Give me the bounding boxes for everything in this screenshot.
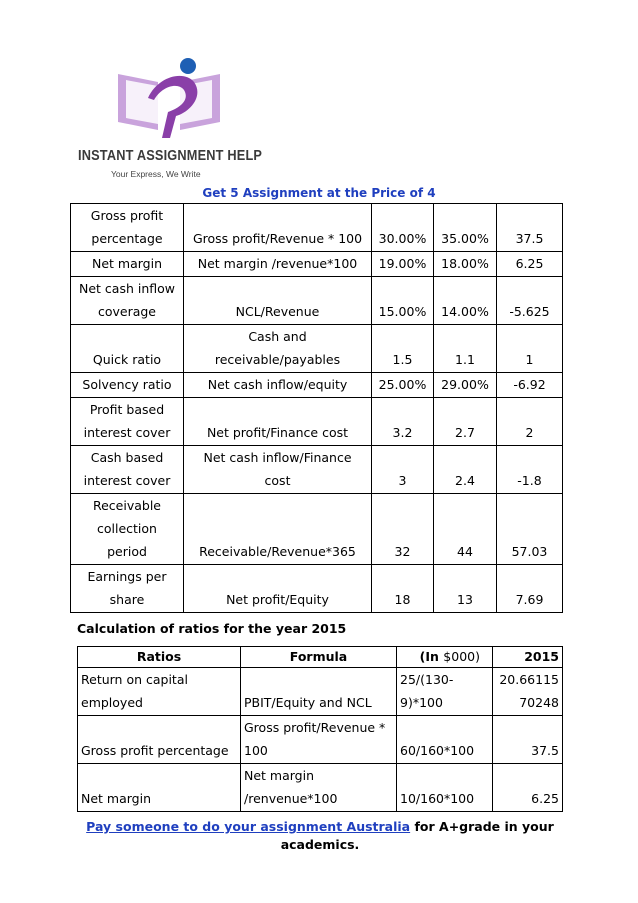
header-formula: Formula [241,647,397,668]
table-row [78,764,563,812]
ratio-name-cell [71,204,184,252]
table-row [71,373,563,398]
cell-line: interest cover [83,425,171,440]
table-row [71,446,563,494]
value-cell-v1: 1.5 [372,325,434,373]
cell-line: /renvenue*100 [244,791,338,806]
value-cell-v3: 6.25 [497,252,563,277]
value-cell-v3: -6.92 [497,373,563,398]
header-unit-bold: (In [419,649,439,664]
promo-banner: Get 5 Assignment at the Price of 4 [202,186,436,200]
value-cell-v3: -5.625 [497,277,563,325]
ratio-name-cell [71,398,184,446]
ratio-name-cell [71,325,184,373]
table-row [71,277,563,325]
cell-line: Gross profit percentage [81,743,229,758]
cell-line: PBIT/Equity and NCL [244,695,372,710]
section-caption: Calculation of ratios for the year 2015 [77,621,347,636]
calculation-cell [397,668,493,716]
value-cell-v1: 30.00% [372,204,434,252]
ratio-cell [78,764,241,812]
cell-line: Receivable [92,498,161,513]
ratio-name-cell [71,252,184,277]
formula-cell [184,398,372,446]
ratio-name-cell [71,494,184,565]
cell-line: Net cash inflow [79,281,175,296]
cell-line: receivable/payables [214,352,341,367]
value-cell-v3: -1.8 [497,446,563,494]
header-ratios: Ratios [78,647,241,668]
calculation-cell [397,764,493,812]
value-cell-v2: 44 [434,494,497,565]
ratios-comparison-table [70,203,563,613]
formula-cell [241,764,397,812]
formula-cell [241,716,397,764]
formula-cell [184,446,372,494]
ratio-cell [78,668,241,716]
cell-line: NCL/Revenue [235,304,320,319]
value-cell-v2: 1.1 [434,325,497,373]
value-cell-v3: 37.5 [497,204,563,252]
header-year: 2015 [493,647,563,668]
formula-cell [184,204,372,252]
ratio-cell [78,716,241,764]
cell-line: 6.25 [531,791,559,806]
value-cell [493,764,563,812]
formula-cell [184,277,372,325]
table-header-row [78,647,563,668]
value-cell-v1: 3 [372,446,434,494]
value-cell-v2: 2.7 [434,398,497,446]
assignment-help-link[interactable]: Pay someone to do your assignment Australia [86,819,411,834]
calculation-cell [397,716,493,764]
cell-line: interest cover [83,473,171,488]
value-cell-v2: 2.4 [434,446,497,494]
logo-tagline: Your Express, We Write [111,169,201,179]
cell-line: period [107,544,147,559]
cell-line: Net cash inflow/equity [207,377,348,392]
ratio-name-cell [71,446,184,494]
value-cell-v3: 2 [497,398,563,446]
ratio-name-cell [71,373,184,398]
cell-line: Net cash inflow/Finance [203,450,352,465]
table-row [71,398,563,446]
ratio-name-cell [71,277,184,325]
cell-line: Gross profit [90,208,164,223]
cell-line: Net profit/Equity [226,592,329,607]
table-row [71,325,563,373]
cell-line: Net margin [91,256,162,271]
cell-line: 10/160*100 [400,791,475,806]
table-row [71,204,563,252]
cell-line: percentage [91,231,163,246]
value-cell-v3: 57.03 [497,494,563,565]
table-row [71,565,563,613]
value-cell-v2: 29.00% [434,373,497,398]
value-cell-v2: 14.00% [434,277,497,325]
value-cell-v2: 13 [434,565,497,613]
value-cell-v1: 3.2 [372,398,434,446]
table-row [71,494,563,565]
logo-graphic [114,52,224,142]
logo-brand-text: INSTANT ASSIGNMENT HELP [78,148,263,164]
value-cell-v3: 7.69 [497,565,563,613]
value-cell-v1: 15.00% [372,277,434,325]
cell-line: Return on capital [81,672,188,687]
cell-line: Cash and [248,329,307,344]
cell-line: employed [81,695,143,710]
formula-cell [184,494,372,565]
value-cell-v2: 18.00% [434,252,497,277]
value-cell-v1: 25.00% [372,373,434,398]
footer-text: for A+grade in your academics. [280,819,554,852]
formula-cell [184,565,372,613]
formula-cell [184,325,372,373]
cell-line: Gross profit/Revenue * [244,720,386,735]
cell-line: Net margin /revenue*100 [197,256,358,271]
cell-line: 20.66115 [499,672,559,687]
company-logo [78,52,268,184]
ratio-name-cell [71,565,184,613]
cell-line: collection [97,521,157,536]
value-cell-v3: 1 [497,325,563,373]
cell-line: Cash based [90,450,164,465]
cell-line: Profit based [89,402,165,417]
cell-line: Net margin [244,768,315,783]
value-cell [493,668,563,716]
cell-line: cost [264,473,291,488]
cell-line: Gross profit/Revenue * 100 [192,231,363,246]
cell-line: Net margin [81,791,152,806]
cell-line: 100 [244,743,268,758]
cell-line: coverage [97,304,157,319]
value-cell-v1: 32 [372,494,434,565]
footer-cta [70,818,570,854]
value-cell-v1: 19.00% [372,252,434,277]
cell-line: 25/(130- [400,672,454,687]
cell-line: Net profit/Finance cost [206,425,349,440]
value-cell [493,716,563,764]
table-row [71,252,563,277]
cell-line: 70248 [519,695,559,710]
cell-line: Earnings per [87,569,167,584]
cell-line: Quick ratio [92,352,162,367]
cell-line: 37.5 [531,743,559,758]
formula-cell [184,252,372,277]
cell-line: Receivable/Revenue*365 [199,544,356,559]
cell-line: 9)*100 [400,695,443,710]
table-row [78,716,563,764]
cell-line: 60/160*100 [400,743,475,758]
ratios-2015-table [77,646,563,812]
value-cell-v2: 35.00% [434,204,497,252]
table-row [78,668,563,716]
value-cell-v1: 18 [372,565,434,613]
formula-cell [184,373,372,398]
cell-line: Solvency ratio [82,377,172,392]
formula-cell [241,668,397,716]
cell-line: share [109,592,145,607]
header-unit-rest: $000) [443,649,480,664]
header-unit [397,647,493,668]
